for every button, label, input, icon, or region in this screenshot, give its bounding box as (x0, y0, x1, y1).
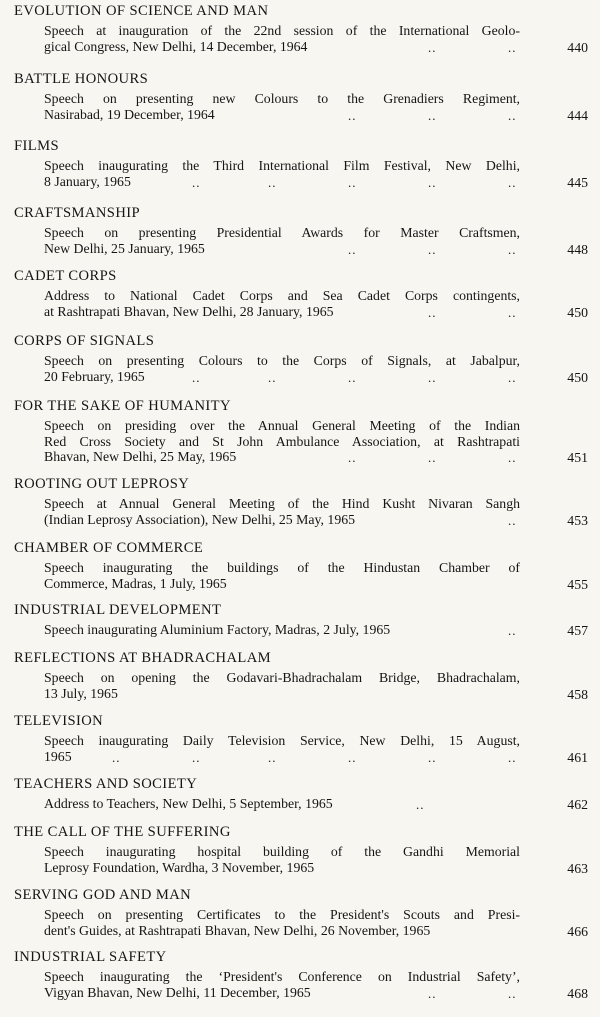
toc-entry-description-line: Vigyan Bhavan, New Delhi, 11 December, 1965 (44, 984, 311, 1000)
toc-entry-title: EVOLUTION OF SCIENCE AND MAN (14, 3, 269, 19)
toc-entry-description-line: Address to National Cadet Corps and Sea Cadet Corps contingents, (44, 288, 520, 303)
toc-entry-description-line: gical Congress, New Delhi, 14 December, 1964 (44, 38, 308, 54)
toc-entry-title: ROOTING OUT LEPROSY (14, 476, 190, 492)
toc-entry-title: TELEVISION (14, 713, 104, 729)
leader-dots: .. (348, 369, 357, 385)
leader-dots: .. (428, 450, 437, 465)
toc-entry-description-line: Leprosy Foundation, Wardha, 3 November, 1965 (44, 859, 315, 875)
toc-entry-description-line: Speech on presenting Colours to the Corps of Signals, at Jabalpur, (44, 353, 520, 368)
leader-dots: .. (192, 174, 201, 190)
toc-entry-title: CHAMBER OF COMMERCE (14, 540, 204, 556)
leader-dots: .. (428, 241, 437, 257)
toc-entry-description-line: Speech on presenting new Colours to the Grenadiers Regiment, (44, 91, 520, 106)
toc-entry-description-line: dent's Guides, at Rashtrapati Bhavan, New Delhi, 26 November, 1965 (44, 922, 431, 938)
toc-entry-description-line: Speech at Annual General Meeting of the Hind Kusht Nivaran Sangh (44, 496, 520, 511)
toc-entry-title: FILMS (14, 138, 59, 154)
leader-dots: .. (508, 985, 517, 1001)
toc-entry-description-line: Speech at inauguration of the 22nd session of the International Geolo- (44, 23, 520, 38)
leader-dots: .. (428, 107, 437, 123)
leader-dots: .. (428, 749, 437, 765)
leader-dots: .. (348, 749, 357, 765)
toc-entry-title: BATTLE HONOURS (14, 71, 149, 87)
toc-entry-title: INDUSTRIAL DEVELOPMENT (14, 602, 222, 618)
toc-entry-title: REFLECTIONS AT BHADRACHALAM (14, 650, 272, 666)
leader-dots: .. (508, 369, 517, 385)
leader-dots: .. (428, 304, 437, 320)
toc-entry-description-line: Bhavan, New Delhi, 25 May, 1965 (44, 449, 237, 464)
toc-entry-title: THE CALL OF THE SUFFERING (14, 824, 231, 840)
leader-dots: .. (268, 174, 277, 190)
leader-dots: .. (428, 369, 437, 385)
toc-entry-description-line: (Indian Leprosy Association), New Delhi, 25 May, 1965 (44, 511, 356, 527)
leader-dots: .. (192, 369, 201, 385)
toc-entry-description-line: Speech inaugurating hospital building of the Gandhi Memorial (44, 844, 520, 859)
leader-dots: .. (348, 241, 357, 257)
toc-entry-description-line: Speech inaugurating Daily Television Service, New Delhi, 15 August, (44, 733, 520, 748)
toc-entry-page-number: 453 (567, 512, 588, 528)
leader-dots: .. (508, 512, 517, 528)
toc-entry-page-number: 466 (567, 923, 588, 939)
toc-entry-title: FOR THE SAKE OF HUMANITY (14, 398, 231, 414)
toc-entry-description-line: Speech on presenting Presidential Awards for Master Craftsmen, (44, 225, 520, 240)
toc-entry-description-line: 13 July, 1965 (44, 685, 118, 701)
leader-dots: .. (508, 749, 517, 765)
toc-entry-description-line: at Rashtrapati Bhavan, New Delhi, 28 January, 1965 (44, 303, 334, 319)
toc-entry-page-number: 445 (567, 174, 588, 190)
toc-entry-description-line: Commerce, Madras, 1 July, 1965 (44, 575, 227, 591)
leader-dots: .. (508, 623, 517, 638)
leader-dots: .. (508, 174, 517, 190)
leader-dots: .. (508, 450, 517, 465)
leader-dots: .. (508, 304, 517, 320)
toc-entry-title: CADET CORPS (14, 268, 117, 284)
toc-entry-description-line: Address to Teachers, New Delhi, 5 September, 1965 (44, 796, 333, 811)
toc-entry-description-line: Speech on presenting Certificates to the President's Scouts and Presi- (44, 907, 520, 922)
toc-entry-page-number: 468 (567, 985, 588, 1001)
toc-entry-description-line: 20 February, 1965 (44, 368, 145, 384)
toc-entry-description-line: Speech inaugurating Aluminium Factory, Madras, 2 July, 1965 (44, 622, 391, 637)
leader-dots: .. (268, 369, 277, 385)
toc-entry-description-line: Speech on opening the Godavari-Bhadrachalam Bridge, Bhadrachalam, (44, 670, 520, 685)
toc-entry-title: SERVING GOD AND MAN (14, 887, 192, 903)
leader-dots: .. (268, 749, 277, 765)
toc-entry-page-number: 455 (567, 576, 588, 592)
toc-entry-page-number: 444 (567, 107, 588, 123)
leader-dots: .. (428, 985, 437, 1001)
toc-entry-page-number: 461 (567, 749, 588, 765)
toc-entry-page-number: 451 (567, 450, 588, 465)
toc-entry-description-line: 8 January, 1965 (44, 173, 131, 189)
toc-entry-description-line: Speech inaugurating the Third International Film Festival, New Delhi, (44, 158, 520, 173)
leader-dots: .. (416, 797, 425, 812)
toc-entry-page-number: 463 (567, 860, 588, 876)
leader-dots: .. (348, 174, 357, 190)
toc-entry-page-number: 462 (567, 797, 588, 812)
toc-entry-description-line: Speech on presiding over the Annual General Meeting of the Indian (44, 418, 520, 433)
toc-entry-page-number: 450 (567, 369, 588, 385)
leader-dots: .. (428, 39, 437, 55)
leader-dots: .. (348, 107, 357, 123)
leader-dots: .. (192, 749, 201, 765)
toc-entry-title: TEACHERS AND SOCIETY (14, 776, 198, 792)
toc-entry-description-line: Speech inaugurating the ‘President's Conference on Industrial Safety’, (44, 969, 520, 984)
toc-entry-description-line: New Delhi, 25 January, 1965 (44, 240, 205, 256)
toc-entry-page-number: 458 (567, 686, 588, 702)
toc-entry-page-number: 440 (567, 39, 588, 55)
toc-entry-description-line: Speech inaugurating the buildings of the Hindustan Chamber of (44, 560, 520, 575)
toc-entry-page-number: 457 (567, 623, 588, 638)
toc-entry-description-line: Nasirabad, 19 December, 1964 (44, 106, 215, 122)
leader-dots: .. (348, 450, 357, 465)
toc-entry-page-number: 450 (567, 304, 588, 320)
toc-entry-title: INDUSTRIAL SAFETY (14, 949, 167, 965)
leader-dots: .. (508, 107, 517, 123)
leader-dots: .. (508, 39, 517, 55)
leader-dots: .. (428, 174, 437, 190)
leader-dots: .. (508, 241, 517, 257)
leader-dots: .. (112, 749, 121, 765)
toc-entry-title: CRAFTSMANSHIP (14, 205, 141, 221)
toc-entry-description-line: 1965 (44, 748, 72, 764)
toc-entry-page-number: 448 (567, 241, 588, 257)
toc-entry-title: CORPS OF SIGNALS (14, 333, 155, 349)
toc-entry-description-line: Red Cross Society and St John Ambulance Association, at Rashtrapati (44, 433, 520, 449)
